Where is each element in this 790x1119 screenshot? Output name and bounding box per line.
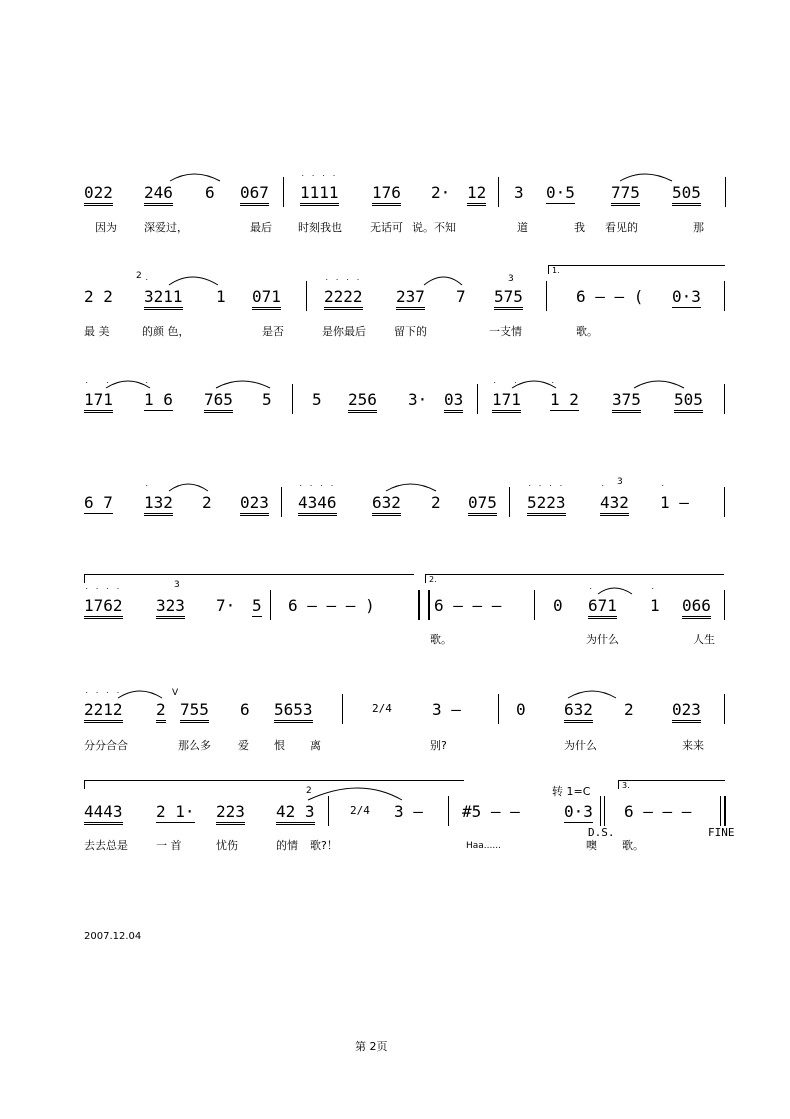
note-group: 067: [240, 183, 269, 206]
triplet-mark: 3: [617, 477, 623, 487]
bar-line: [328, 796, 329, 826]
note-group: 2 1·: [156, 802, 195, 821]
lyric: 忧伤: [216, 839, 238, 852]
note-group: 023: [240, 493, 269, 516]
lyric: 为什么: [564, 739, 597, 752]
volta-number: 3.: [622, 781, 630, 790]
repeat-bracket: [84, 780, 464, 789]
note-group: 6 – – –: [434, 596, 502, 615]
lyric: 的颜 色，: [142, 325, 190, 338]
note-group: 2: [156, 700, 166, 723]
breath-mark: V: [172, 688, 179, 698]
repeat-start-bar: [428, 590, 430, 620]
time-signature: 2/4: [372, 702, 392, 715]
note-group: 505: [674, 390, 703, 413]
note-group: 0: [516, 700, 526, 719]
note-group: 6 – – – ): [288, 596, 375, 615]
lyric: 别?: [430, 739, 447, 752]
lyric: 歌。: [622, 839, 644, 852]
note-group: 023: [672, 700, 701, 723]
lyric: 歌?！: [310, 839, 338, 852]
bar-line: [281, 487, 282, 517]
lyric: 是你最后: [322, 325, 366, 338]
final-bar: [720, 796, 721, 826]
lyric: 最 美: [84, 325, 110, 338]
key-change: 转 1=C: [552, 785, 591, 798]
lyric: 最后: [250, 221, 272, 234]
note-group: 775: [611, 183, 640, 206]
bar-line: [604, 796, 605, 826]
note-group: 632: [564, 700, 593, 723]
lyric: 噢: [586, 839, 597, 852]
repeat-end-bar: [418, 590, 420, 620]
score-row-6: [84, 688, 734, 726]
lyric: 是否: [262, 325, 284, 338]
bar-line: [724, 694, 725, 724]
bar-line: [546, 281, 547, 311]
score-row-3: [84, 382, 734, 416]
note-group: 375: [612, 390, 641, 413]
bar-line: [292, 384, 293, 414]
lyric: 去去总是: [84, 839, 128, 852]
bar-line: [342, 694, 343, 724]
bar-line: [600, 796, 601, 826]
note-group: 066: [682, 596, 711, 619]
slur-arcs: [84, 485, 734, 523]
lyric: 说。不知: [412, 221, 456, 234]
triplet-mark: 3: [508, 274, 514, 284]
note-group: 071: [252, 287, 281, 310]
note-group: 2: [202, 493, 212, 512]
lyric: 歌。: [576, 325, 598, 338]
note-group: 3 –: [394, 802, 423, 821]
note-group: 7·: [216, 596, 236, 615]
note-group: 256: [348, 390, 377, 413]
note-group: 3: [514, 183, 524, 202]
bar-line: [724, 384, 725, 414]
note-group: 0·5: [546, 183, 575, 202]
note-group: 132 ˙: [144, 493, 173, 516]
note-group: 575: [494, 287, 523, 310]
note-group: 171 ˙ ˙: [84, 390, 113, 413]
grace-note: 2: [136, 271, 142, 281]
lyric: 为什么: [586, 633, 619, 646]
lyric: 分分合合: [84, 739, 128, 752]
note-group: 176: [372, 183, 401, 206]
lyric: 爱: [238, 739, 249, 752]
score-row-5: [84, 580, 734, 622]
volta-number: 2.: [429, 575, 437, 584]
note-group: 0·3: [564, 802, 593, 821]
note-group: 0: [553, 596, 563, 615]
note-group: 12: [467, 183, 486, 206]
note-group: 1762 ˙˙˙˙: [84, 596, 123, 619]
note-group: 3·: [408, 390, 428, 409]
score-row-4: [84, 477, 734, 519]
lyric: 留下的: [394, 325, 427, 338]
lyric: 歌。: [430, 633, 452, 646]
bar-line: [724, 590, 725, 620]
note-group: 171 ˙ ˙: [492, 390, 521, 413]
triplet-mark: 3: [174, 580, 180, 590]
bar-line: [724, 281, 725, 311]
note-group: 2212 ˙˙˙˙: [84, 700, 123, 723]
note-group: 5: [252, 596, 262, 615]
note-group: 323: [156, 596, 185, 619]
lyric: 一 首: [156, 839, 182, 852]
note-group: 7: [456, 287, 466, 306]
lyric: 离: [310, 739, 321, 752]
bar-line: [270, 590, 271, 620]
note-group: 5: [262, 390, 272, 409]
bar-line: [509, 487, 510, 517]
bar-line: [498, 177, 499, 207]
note-group: 2: [624, 700, 634, 719]
note-group: 2·: [431, 183, 451, 202]
note-group: 6: [205, 183, 215, 202]
note-group: #5 – –: [462, 802, 520, 821]
note-group: 022: [84, 183, 113, 206]
lyric: 无话可: [370, 221, 403, 234]
lyric: 那么多: [178, 739, 211, 752]
lyric: 一支情: [489, 325, 522, 338]
score-row-7: [84, 785, 735, 839]
bar-line: [283, 177, 284, 207]
note-group: 671 ˙: [588, 596, 617, 619]
lyric: 因为: [95, 221, 117, 234]
note-group: 4443: [84, 802, 123, 825]
note-group: 6 – – –: [624, 802, 692, 821]
note-group: 6: [240, 700, 250, 719]
note-group: 3 –: [432, 700, 461, 719]
date-stamp: 2007.12.04: [84, 931, 142, 942]
note-group: 223: [216, 802, 245, 825]
final-bar: [724, 796, 726, 826]
note-group: 1 ˙: [650, 588, 661, 615]
note-group: 2222 ˙˙˙˙: [324, 287, 363, 310]
note-group: 075: [468, 493, 497, 516]
volta-bracket: [618, 780, 725, 789]
note-group: 432 ˙: [600, 493, 629, 516]
repeat-bracket: [84, 574, 414, 583]
note-group: 505: [672, 183, 701, 206]
note-group: 0·3: [672, 287, 701, 306]
note-group: 6 7: [84, 493, 113, 512]
volta-bracket: [548, 265, 725, 274]
lyric: 我: [574, 221, 585, 234]
note-group: 5: [312, 390, 322, 409]
fine-mark: FINE: [708, 826, 735, 839]
bar-line: [724, 487, 725, 517]
lyric: Haa......: [466, 841, 501, 851]
note-group: 5653: [274, 700, 313, 723]
note-group: 5223 ˙˙˙˙: [527, 493, 566, 516]
note-group: 1: [216, 287, 226, 306]
note-group: 42 3: [276, 802, 315, 825]
lyric: 看见的: [605, 221, 638, 234]
note-group: 755: [180, 700, 209, 723]
ds-mark: D.S.: [588, 826, 615, 839]
lyric: 来来: [682, 739, 704, 752]
time-signature: 2/4: [350, 804, 370, 817]
lyric: 那: [693, 221, 704, 234]
note-group: 3211 ˙: [144, 287, 183, 310]
score-row-1: [84, 175, 734, 209]
volta-number: 1.: [552, 266, 560, 275]
note-group: 6 – – (: [576, 287, 644, 306]
lyric: 深爱过，: [144, 221, 188, 234]
bar-line: [306, 281, 307, 311]
lyric: 人生: [693, 633, 715, 646]
note-group: 03: [444, 390, 463, 413]
grace-note: 2: [306, 786, 312, 796]
note-group: 2: [431, 493, 441, 512]
lyric: 时刻我也: [298, 221, 342, 234]
lyric: 道: [517, 221, 528, 234]
bar-line: [448, 796, 449, 826]
note-group: 1 6 ˙: [144, 382, 173, 409]
lyric: 的情: [276, 839, 298, 852]
note-group: 1111 ˙˙˙˙: [300, 183, 339, 206]
note-group: 2 2: [84, 287, 113, 306]
note-group: 1 – ˙: [660, 485, 689, 512]
bar-line: [725, 177, 726, 207]
volta-bracket: [425, 574, 724, 583]
note-group: 246: [144, 183, 173, 206]
bar-line: [477, 384, 478, 414]
bar-line: [534, 590, 535, 620]
note-group: 765: [204, 390, 233, 413]
page-number: 第 2页: [355, 1040, 388, 1053]
note-group: 237: [396, 287, 425, 310]
note-group: 632: [372, 493, 401, 516]
score-row-2: [84, 271, 734, 313]
bar-line: [498, 694, 499, 724]
lyric: 恨: [274, 739, 285, 752]
note-group: 1 2 ˙: [550, 382, 579, 409]
note-group: 4346 ˙˙˙˙: [298, 493, 337, 516]
